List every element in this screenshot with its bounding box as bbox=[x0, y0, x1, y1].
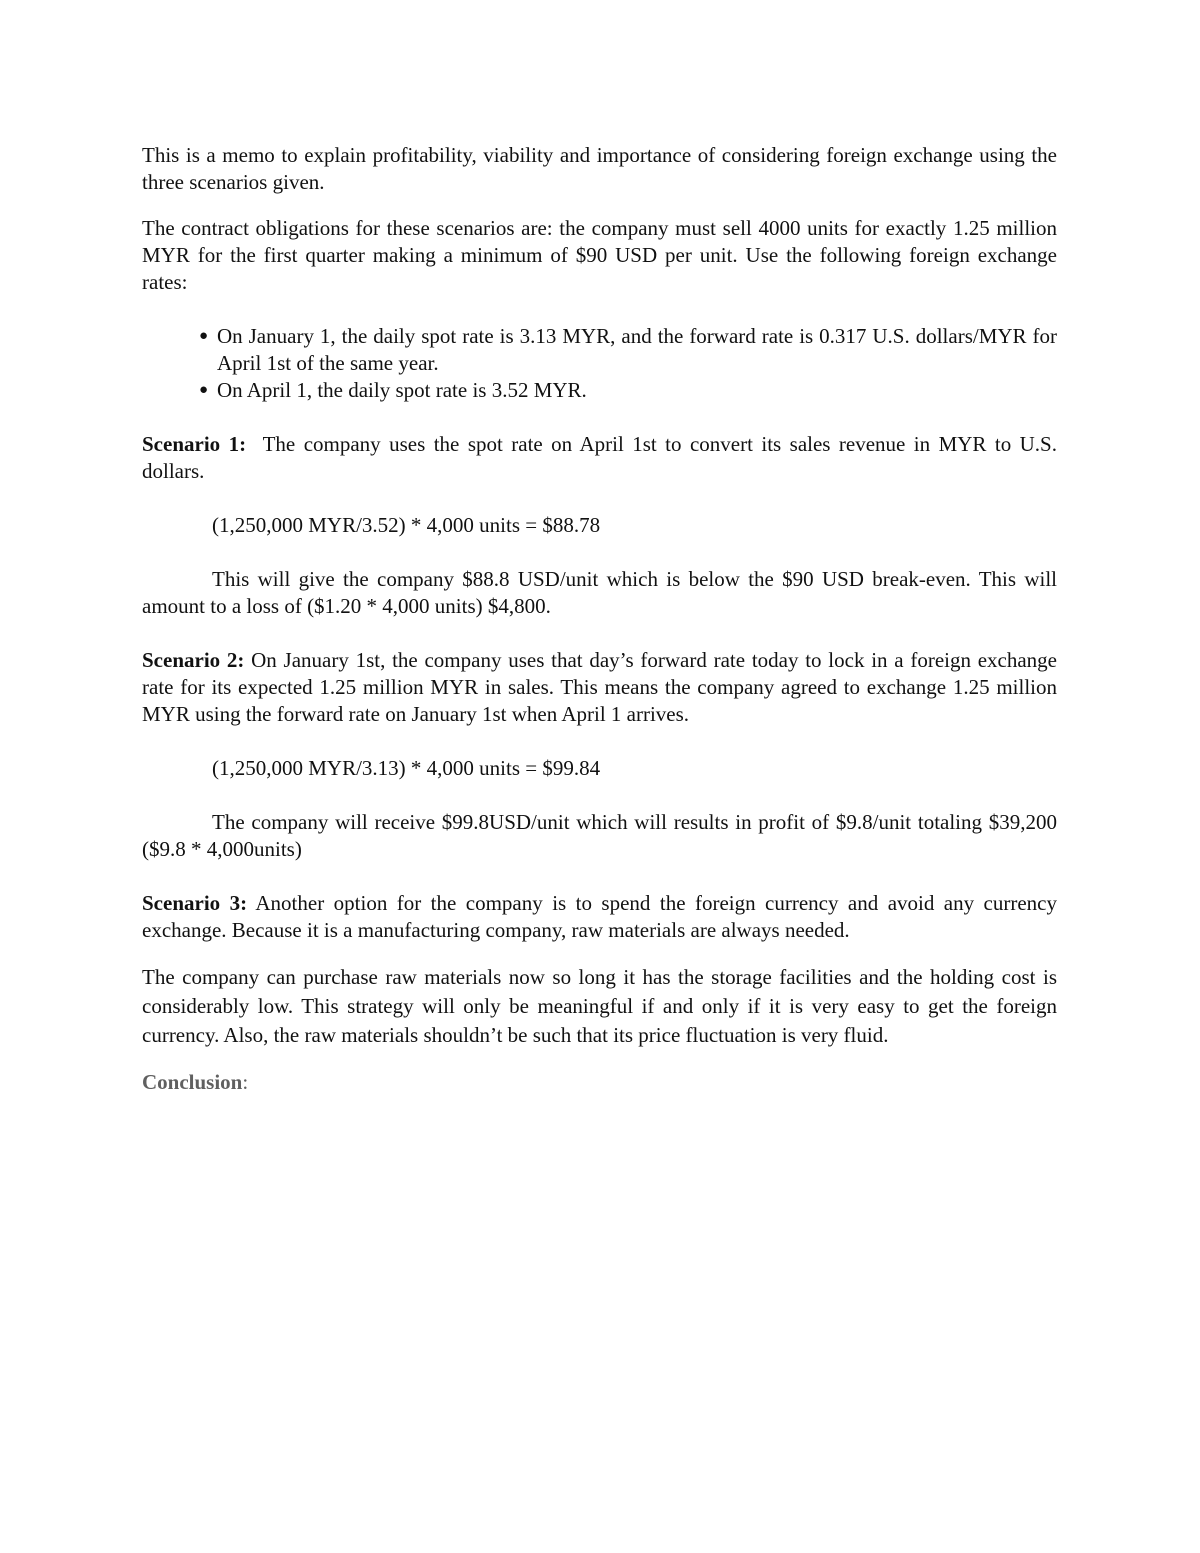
scenario-2-formula: (1,250,000 MYR/3.13) * 4,000 units = $99.84 bbox=[212, 756, 601, 780]
conclusion-heading bbox=[142, 1069, 1057, 1096]
scenario-2-result: The company will receive $99.8USD/unit which will results in profit of $9.8/unit totaling $39,200 ($9.8 * 4,000units) bbox=[142, 810, 1057, 861]
scenario-2-paragraph bbox=[142, 647, 1057, 728]
exchange-rates-list bbox=[142, 323, 1057, 404]
scenario-3-text: Another option for the company is to spend the foreign currency and avoid any currency exchange. Because it is a manufacturing company, raw materials are always needed. bbox=[142, 891, 1057, 942]
memo-body bbox=[142, 142, 1057, 1096]
scenario-1-text: The company uses the spot rate on April 1st to convert its sales revenue in MYR to U.S. dollars. bbox=[142, 432, 1057, 483]
bullet-icon: ● bbox=[199, 382, 209, 398]
rate-item-january bbox=[199, 323, 1057, 377]
conclusion-label: Conclusion bbox=[142, 1070, 243, 1094]
scenario-2-text: On January 1st, the company uses that day’s forward rate today to lock in a foreign exchange rate for its expected 1.25 million MYR in sales. This means the company agreed to exchange 1.25 million MYR using the forward rate on January 1st when April 1 arrives. bbox=[142, 648, 1057, 726]
rate-text: On April 1, the daily spot rate is 3.52 MYR. bbox=[217, 378, 587, 402]
rate-text: On January 1, the daily spot rate is 3.13 MYR, and the forward rate is 0.317 U.S. dollars/MYR for April 1st of the same year. bbox=[217, 324, 1057, 375]
scenario-1-label: Scenario 1: bbox=[142, 432, 247, 456]
rate-item-april bbox=[199, 377, 1057, 404]
scenario-1-formula: (1,250,000 MYR/3.52) * 4,000 units = $88.78 bbox=[212, 513, 601, 537]
scenario-1-paragraph bbox=[142, 431, 1057, 485]
bullet-icon: ● bbox=[199, 328, 209, 344]
memo-obligations: The contract obligations for these scenarios are: the company must sell 4000 units for exactly 1.25 million MYR for the first quarter making a minimum of $90 USD per unit. Use the following foreign exchange rates: bbox=[142, 216, 1057, 294]
scenario-2-label: Scenario 2: bbox=[142, 648, 245, 672]
scenario-1-result: This will give the company $88.8 USD/unit which is below the $90 USD break-even. This will amount to a loss of ($1.20 * 4,000 units) $4,800. bbox=[142, 567, 1057, 618]
memo-intro: This is a memo to explain profitability, viability and importance of considering foreign exchange using the three scenarios given. bbox=[142, 143, 1057, 194]
conclusion-colon: : bbox=[242, 1070, 249, 1094]
scenario-3-label: Scenario 3: bbox=[142, 891, 248, 915]
scenario-3-paragraph bbox=[142, 890, 1057, 944]
scenario-3-detail: The company can purchase raw materials now so long it has the storage facilities and the holding cost is considerably low. This strategy will only be meaningful if and only if it is very easy to get the foreign currency. Also, the raw materials shouldn’t be such that its price fluctuation is very fluid. bbox=[142, 965, 1057, 1047]
